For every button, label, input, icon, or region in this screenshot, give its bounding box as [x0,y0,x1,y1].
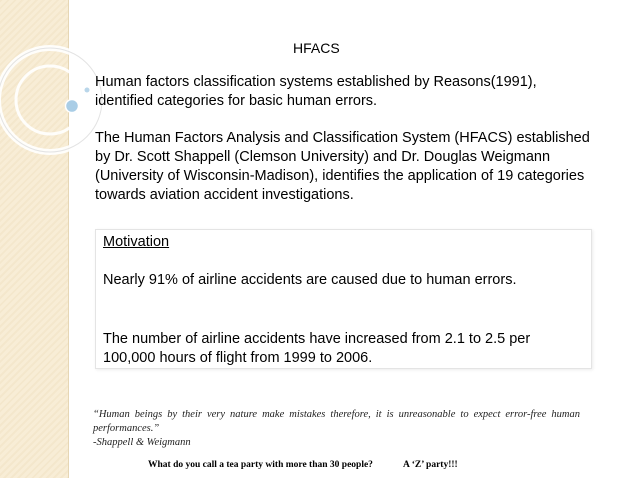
joke-question: What do you call a tea party with more than 30 people? [148,460,373,470]
joke-answer: A ‘Z’ party!!! [403,460,458,470]
slide-title: HFACS [293,40,340,56]
motivation-point-rate: The number of airline accidents have increased from 2.1 to 2.5 per 100,000 hours of flight from 1999 to 2006. [103,331,531,366]
decor-dot-small [85,88,90,93]
motivation-point-accidents: Nearly 91% of airline accidents are caused due to human errors. [103,272,517,288]
quote-text: “Human beings by their very nature make mistakes therefore, it is unreasonable to expect error-free human performances.” [93,409,580,434]
intro-paragraph: Human factors classification systems established by Reasons(1991), identified categories for basic human errors. [95,74,537,109]
hfacs-paragraph: The Human Factors Analysis and Classification System (HFACS) established by Dr. Scott Shappell (Clemson University) and Dr. Douglas Weigmann (University of Wisconsin-Madison), identifies the application of 19 categories towards aviation accident investigations. [95,130,590,203]
quote-attribution: -Shappell & Weigmann [93,437,191,448]
quote-block [93,408,580,450]
decor-dot-large [66,100,79,113]
motivation-heading: Motivation [103,234,170,250]
